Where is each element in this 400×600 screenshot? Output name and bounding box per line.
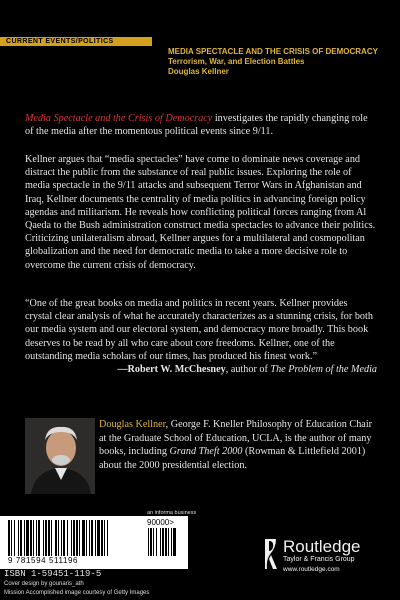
intro-book-title: Media Spectacle and the Crisis of Democracy — [25, 113, 213, 124]
cover-design-credit: Cover design by gounaris_ath — [4, 581, 84, 587]
category-label: CURRENT EVENTS/POLITICS — [6, 38, 114, 45]
publisher-group: Taylor & Francis Group — [283, 556, 355, 563]
book-title: MEDIA SPECTACLE AND THE CRISIS OF DEMOCRACY — [168, 47, 378, 56]
bio-book: Grand Theft 2000 — [169, 446, 243, 458]
description-paragraph — [25, 153, 377, 272]
author-portrait-image — [25, 418, 95, 494]
author-bio — [99, 418, 381, 472]
description-text: Kellner argues that “media spectacles” have come to dominate news coverage and distract the public from the substance of real public issues. Exploring the role of media spectacle in the 9/11 attacks and subsequent Terror Wars in Afghanistan and Iraq, Kellner documents the centrality of media politics in advancing foreign policy agendas and militarism. He reveals how conflicting political forces ranging from Al Qaeda to the Bush administration construct media spectacles to advance their politics. Criticizing unilateralism abroad, Kellner argues for a multilateral and cosmopolitan globalization and the need for democratic media to take a more decisive role to overcome the current crisis of democracy. — [25, 154, 376, 271]
routledge-logo-icon — [262, 537, 280, 576]
image-credit: Mission Accomplished image courtesy of Getty Images — [4, 590, 150, 596]
intro-paragraph — [25, 112, 377, 138]
barcode-number: 9 781594 511196 — [8, 556, 79, 565]
author-photo — [25, 418, 95, 494]
isbn-text: ISBN 1-59451-119-5 — [4, 569, 102, 579]
quote-author: —Robert W. McChesney — [117, 364, 226, 376]
book-subtitle: Terrorism, War, and Election Battles — [168, 57, 305, 66]
bio-text-2: (Rowman & Littlefield 2001) about the 2000 presidential election. — [99, 446, 366, 471]
quote-text: “One of the great books on media and politics in recent years. Kellner provides crystal clear analysis of what he accurately characterizes as a stunning crisis, for both our media system and our electoral system, and democracy more broadly. This book deserves to be read by all who care about core freedoms. Kellner, one of the outstanding media scholars of our times, has produced his finest work.” — [25, 298, 373, 362]
book-author: Douglas Kellner — [168, 67, 229, 76]
bio-author-name: Douglas Kellner — [99, 419, 166, 430]
endorsement — [25, 297, 377, 376]
bio-text-1: , George F. Kneller Philosophy of Education Chair at the Graduate School of Education, UCLA, is the author of many books, including — [99, 419, 373, 458]
quote-attr-mid: , author of — [225, 364, 271, 376]
publisher-tag: an informa business — [147, 510, 197, 516]
quote-attribution — [25, 363, 377, 376]
publisher-url: www.routledge.com — [283, 566, 340, 573]
title-block — [168, 47, 396, 77]
price-code: 90000> — [147, 518, 174, 527]
quote-book: The Problem of the Media — [270, 364, 377, 376]
publisher-name: Routledge — [283, 537, 361, 556]
intro-text: investigates the rapidly changing role of the media after the momentous political events since 9/11. — [25, 113, 368, 138]
